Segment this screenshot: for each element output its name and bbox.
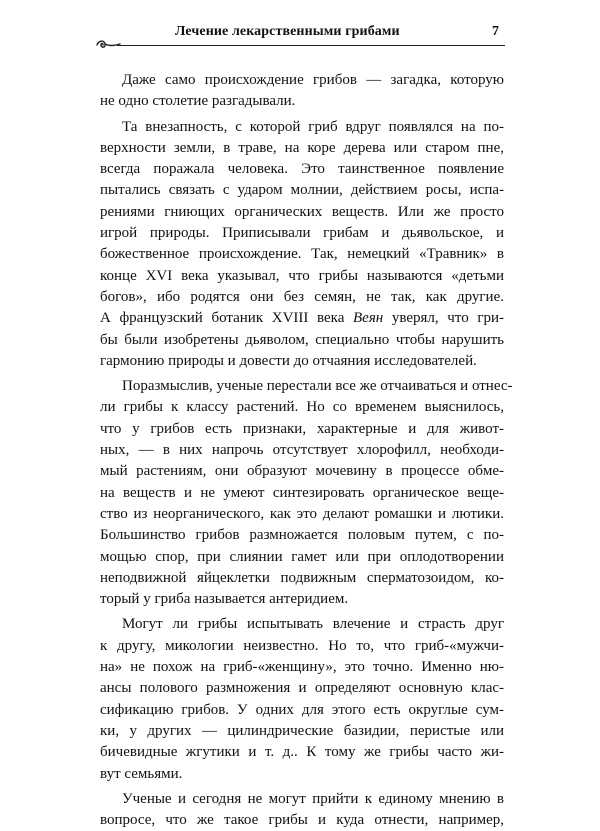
italic-name: Веян — [353, 310, 384, 327]
text-line: Даже само происхождение грибов — загадка, которую — [122, 72, 504, 88]
text-line: на веществ и не умеют синтезировать органическое веще- — [100, 484, 504, 501]
text-line: сификацию грибов. У одних для этого есть округлые сум- — [100, 701, 504, 718]
text-line: что у грибов есть признаки, характерные и для живот- — [100, 420, 504, 437]
text-line: Ученые и сегодня не могут прийти к единому мнению в — [122, 790, 504, 807]
text-line: бы были изобретены дьяволом, специально чтобы нарушить — [100, 331, 504, 348]
text-line: верхности земли, в траве, на коре дерева или старом пне, — [100, 139, 504, 156]
text-line: Большинство грибов размножается половым путем, с по- — [100, 527, 504, 544]
text-line: ных, — в них напрочь отсутствует хлорофилл, необходи- — [100, 442, 504, 459]
text-line — [100, 308, 504, 329]
text-line: ансы полового размножения и определяют основную клас- — [100, 680, 504, 697]
paragraph — [100, 789, 504, 831]
paragraph — [100, 376, 513, 610]
text-line: конце XVI века указывал, что грибы называются «детьми — [100, 267, 504, 284]
text-line: Поразмыслив, ученые перестали все же отчаиваться и отнес- — [122, 378, 513, 395]
text-line: не одно столетие разгадывали. — [100, 93, 296, 110]
text-line: бичевидные жгутики и т. д.. К тому же грибы часто жи- — [100, 744, 504, 761]
text-line: божественное происхождение. Так, немецкий «Травник» в — [100, 246, 504, 263]
body-text — [100, 70, 513, 831]
paragraph — [100, 614, 504, 784]
text-line: ство из неорганического, как это делают ромашки и лютики. — [100, 505, 504, 522]
text-line: вут семьями. — [100, 765, 183, 782]
text-line: мощью спор, при слиянии гамет или при оплодотворении — [100, 548, 504, 565]
text-line: богов», ибо родятся они без семян, не так, как другие. — [100, 288, 504, 305]
paragraph — [100, 117, 504, 373]
text-fragment: А французский ботаник XVIII века — [100, 310, 345, 327]
text-line: Могут ли грибы испытывать влечение и страсть друг — [122, 616, 504, 633]
paragraph — [100, 70, 504, 113]
page-number: 7 — [492, 24, 499, 39]
scroll-ornament-icon — [95, 36, 121, 52]
text-line: вопросе, что же такое грибы и куда отнести, например, — [100, 812, 504, 829]
text-line: игрой природы. Приписывали грибам и дьявольское, и — [100, 225, 504, 242]
text-line: мый растениям, они образуют мочевину в процессе обме- — [100, 463, 504, 480]
text-line: неподвижной яйцеклетки подвижным сперматозоидом, ко- — [100, 569, 504, 586]
text-line: на» не похож на гриб-«женщину», это точно. Именно ню- — [100, 659, 504, 676]
text-line: Та внезапность, с которой гриб вдруг появлялся на по- — [122, 118, 504, 135]
running-header-title: Лечение лекарственными грибами — [175, 24, 400, 39]
text-line: гармонию природы и довести до отчаяния исследователей. — [100, 352, 477, 369]
text-fragment: уверял, что гри- — [391, 310, 504, 327]
text-line: рениями гниющих органических веществ. Или же просто — [100, 203, 504, 220]
header-rule — [117, 45, 505, 46]
text-line: торый у гриба называется антеридием. — [100, 591, 349, 608]
text-line: ки, у других — цилиндрические базидии, перистые или — [100, 722, 504, 739]
text-line: пытались связать с ударом молнии, действием росы, испа- — [100, 182, 504, 199]
text-line: всегда поражала человека. Это таинственное появление — [100, 161, 504, 178]
running-header — [95, 20, 505, 50]
text-line: ли грибы к классу растений. Но со временем выяснилось, — [100, 399, 504, 416]
text-line: к другу, микологии неизвестно. Но то, что гриб-«мужчи- — [100, 637, 504, 654]
